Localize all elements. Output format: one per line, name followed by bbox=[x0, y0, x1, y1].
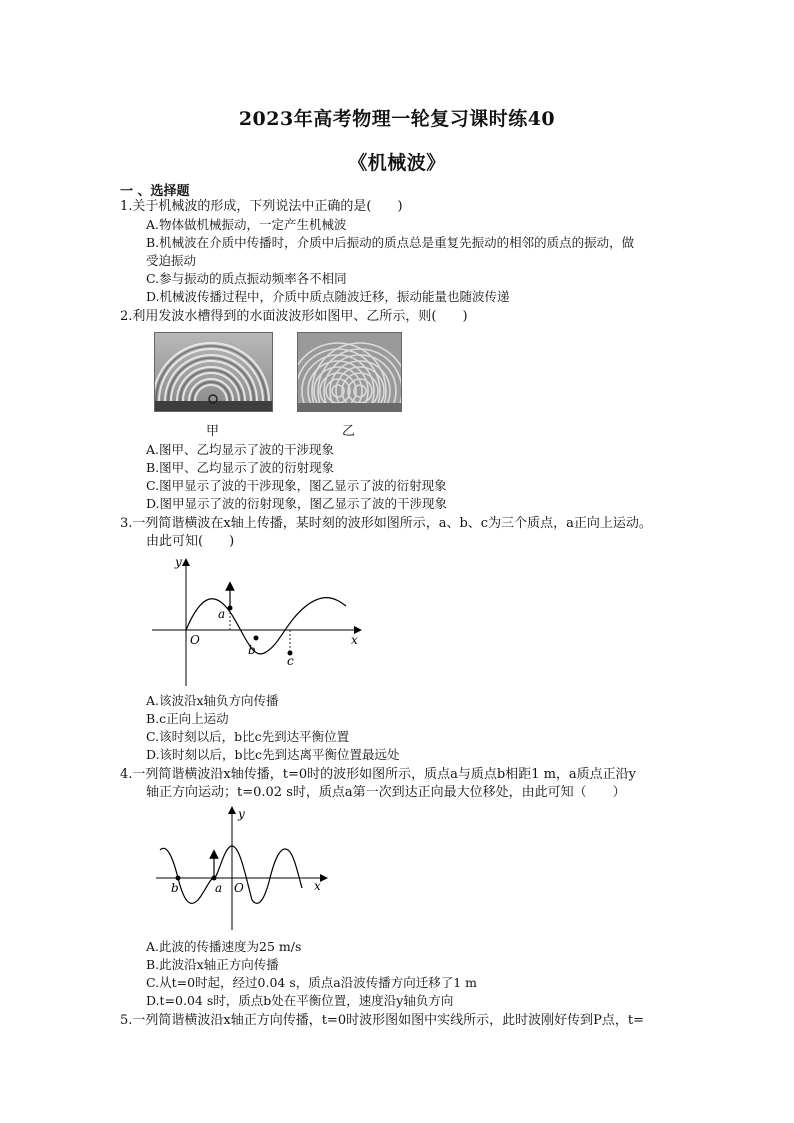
ripple-tank-photo-jia bbox=[154, 332, 273, 412]
section-heading: 一 、选择题 bbox=[120, 184, 190, 199]
question-1-option-b: B.机械波在介质中传播时，介质中后振动的质点总是重复先振动的相邻的质点的振动，做 bbox=[146, 235, 635, 250]
wave-curve bbox=[160, 846, 302, 903]
label-b: b bbox=[171, 881, 179, 895]
question-4-stem: 4.一列简谐横波沿x轴传播，t=0时的波形如图所示，质点a与质点b相距1 m，a质点正沿y bbox=[120, 767, 637, 782]
question-3-stem-cont: 由此可知( ) bbox=[146, 534, 235, 549]
question-1-option-b-cont: 受迫振动 bbox=[146, 253, 197, 268]
question-2-option-d: D.图甲显示了波的衍射现象，图乙显示了波的干涉现象 bbox=[146, 496, 448, 511]
question-1-option-c: C.参与振动的质点振动频率各不相同 bbox=[146, 271, 347, 286]
question-2-option-a: A.图甲、乙均显示了波的干涉现象 bbox=[146, 442, 335, 457]
x-label: x bbox=[351, 633, 358, 647]
x-label: x bbox=[314, 879, 321, 893]
point-b bbox=[176, 876, 181, 881]
label-b: b bbox=[248, 643, 256, 657]
label-a: a bbox=[215, 881, 223, 895]
question-3-option-c: C.该时刻以后，b比c先到达平衡位置 bbox=[146, 729, 350, 744]
question-3-option-a: A.该波沿x轴负方向传播 bbox=[146, 693, 279, 708]
question-2-stem: 2.利用发波水槽得到的水面波波形如图甲、乙所示，则( ) bbox=[120, 309, 468, 324]
y-label: y bbox=[238, 807, 245, 821]
origin-label: O bbox=[190, 633, 200, 647]
question-4-option-b: B.此波沿x轴正方向传播 bbox=[146, 957, 279, 972]
question-4-stem-cont: 轴正方向运动；t=0.02 s时，质点a第一次到达正向最大位移处，由此可知（ ） bbox=[146, 785, 626, 800]
question-3-option-b: B.c正向上运动 bbox=[146, 711, 229, 726]
label-a: a bbox=[218, 607, 226, 621]
point-a bbox=[212, 876, 217, 881]
question-5-stem: 5.一列简谐横波沿x轴正方向传播，t=0时波形图如图中实线所示，此时波刚好传到P点，t= bbox=[120, 1013, 644, 1028]
question-1-stem: 1.关于机械波的形成，下列说法中正确的是( ) bbox=[120, 199, 403, 214]
question-2-option-c: C.图甲显示了波的干涉现象，图乙显示了波的衍射现象 bbox=[146, 478, 447, 493]
question-2-option-b: B.图甲、乙均显示了波的衍射现象 bbox=[146, 460, 335, 475]
question-3-stem: 3.一列简谐横波在x轴上传播，某时刻的波形如图所示，a、b、c为三个质点，a正向上运动。 bbox=[120, 516, 652, 531]
point-a bbox=[228, 606, 233, 611]
question-4-option-c: C.从t=0时起，经过0.04 s，质点a沿波传播方向迁移了1 m bbox=[146, 975, 477, 990]
question-1-option-a: A.物体做机械振动，一定产生机械波 bbox=[146, 217, 347, 232]
page-title: 2023年高考物理一轮复习课时练40 bbox=[238, 108, 556, 130]
point-b bbox=[254, 636, 259, 641]
question-1-option-d: D.机械波传播过程中，介质中质点随波迁移，振动能量也随波传递 bbox=[146, 289, 510, 304]
wave-graph-q4 bbox=[152, 804, 332, 932]
question-4-option-d: D.t=0.04 s时，质点b处在平衡位置，速度沿y轴负方向 bbox=[146, 993, 454, 1008]
wave-curve bbox=[186, 598, 346, 654]
question-4-option-a: A.此波的传播速度为25 m/s bbox=[146, 939, 302, 954]
origin-label: O bbox=[234, 881, 244, 895]
page-subtitle: 《机械波》 bbox=[348, 152, 446, 174]
y-label: y bbox=[175, 555, 182, 569]
label-c: c bbox=[287, 654, 294, 668]
wave-graph-q3 bbox=[148, 552, 368, 688]
caption-jia: 甲 bbox=[206, 424, 220, 439]
question-3-option-d: D.该时刻以后，b比c先到达离平衡位置最远处 bbox=[146, 747, 400, 762]
caption-yi: 乙 bbox=[342, 424, 356, 439]
ripple-tank-photo-yi bbox=[297, 332, 402, 412]
